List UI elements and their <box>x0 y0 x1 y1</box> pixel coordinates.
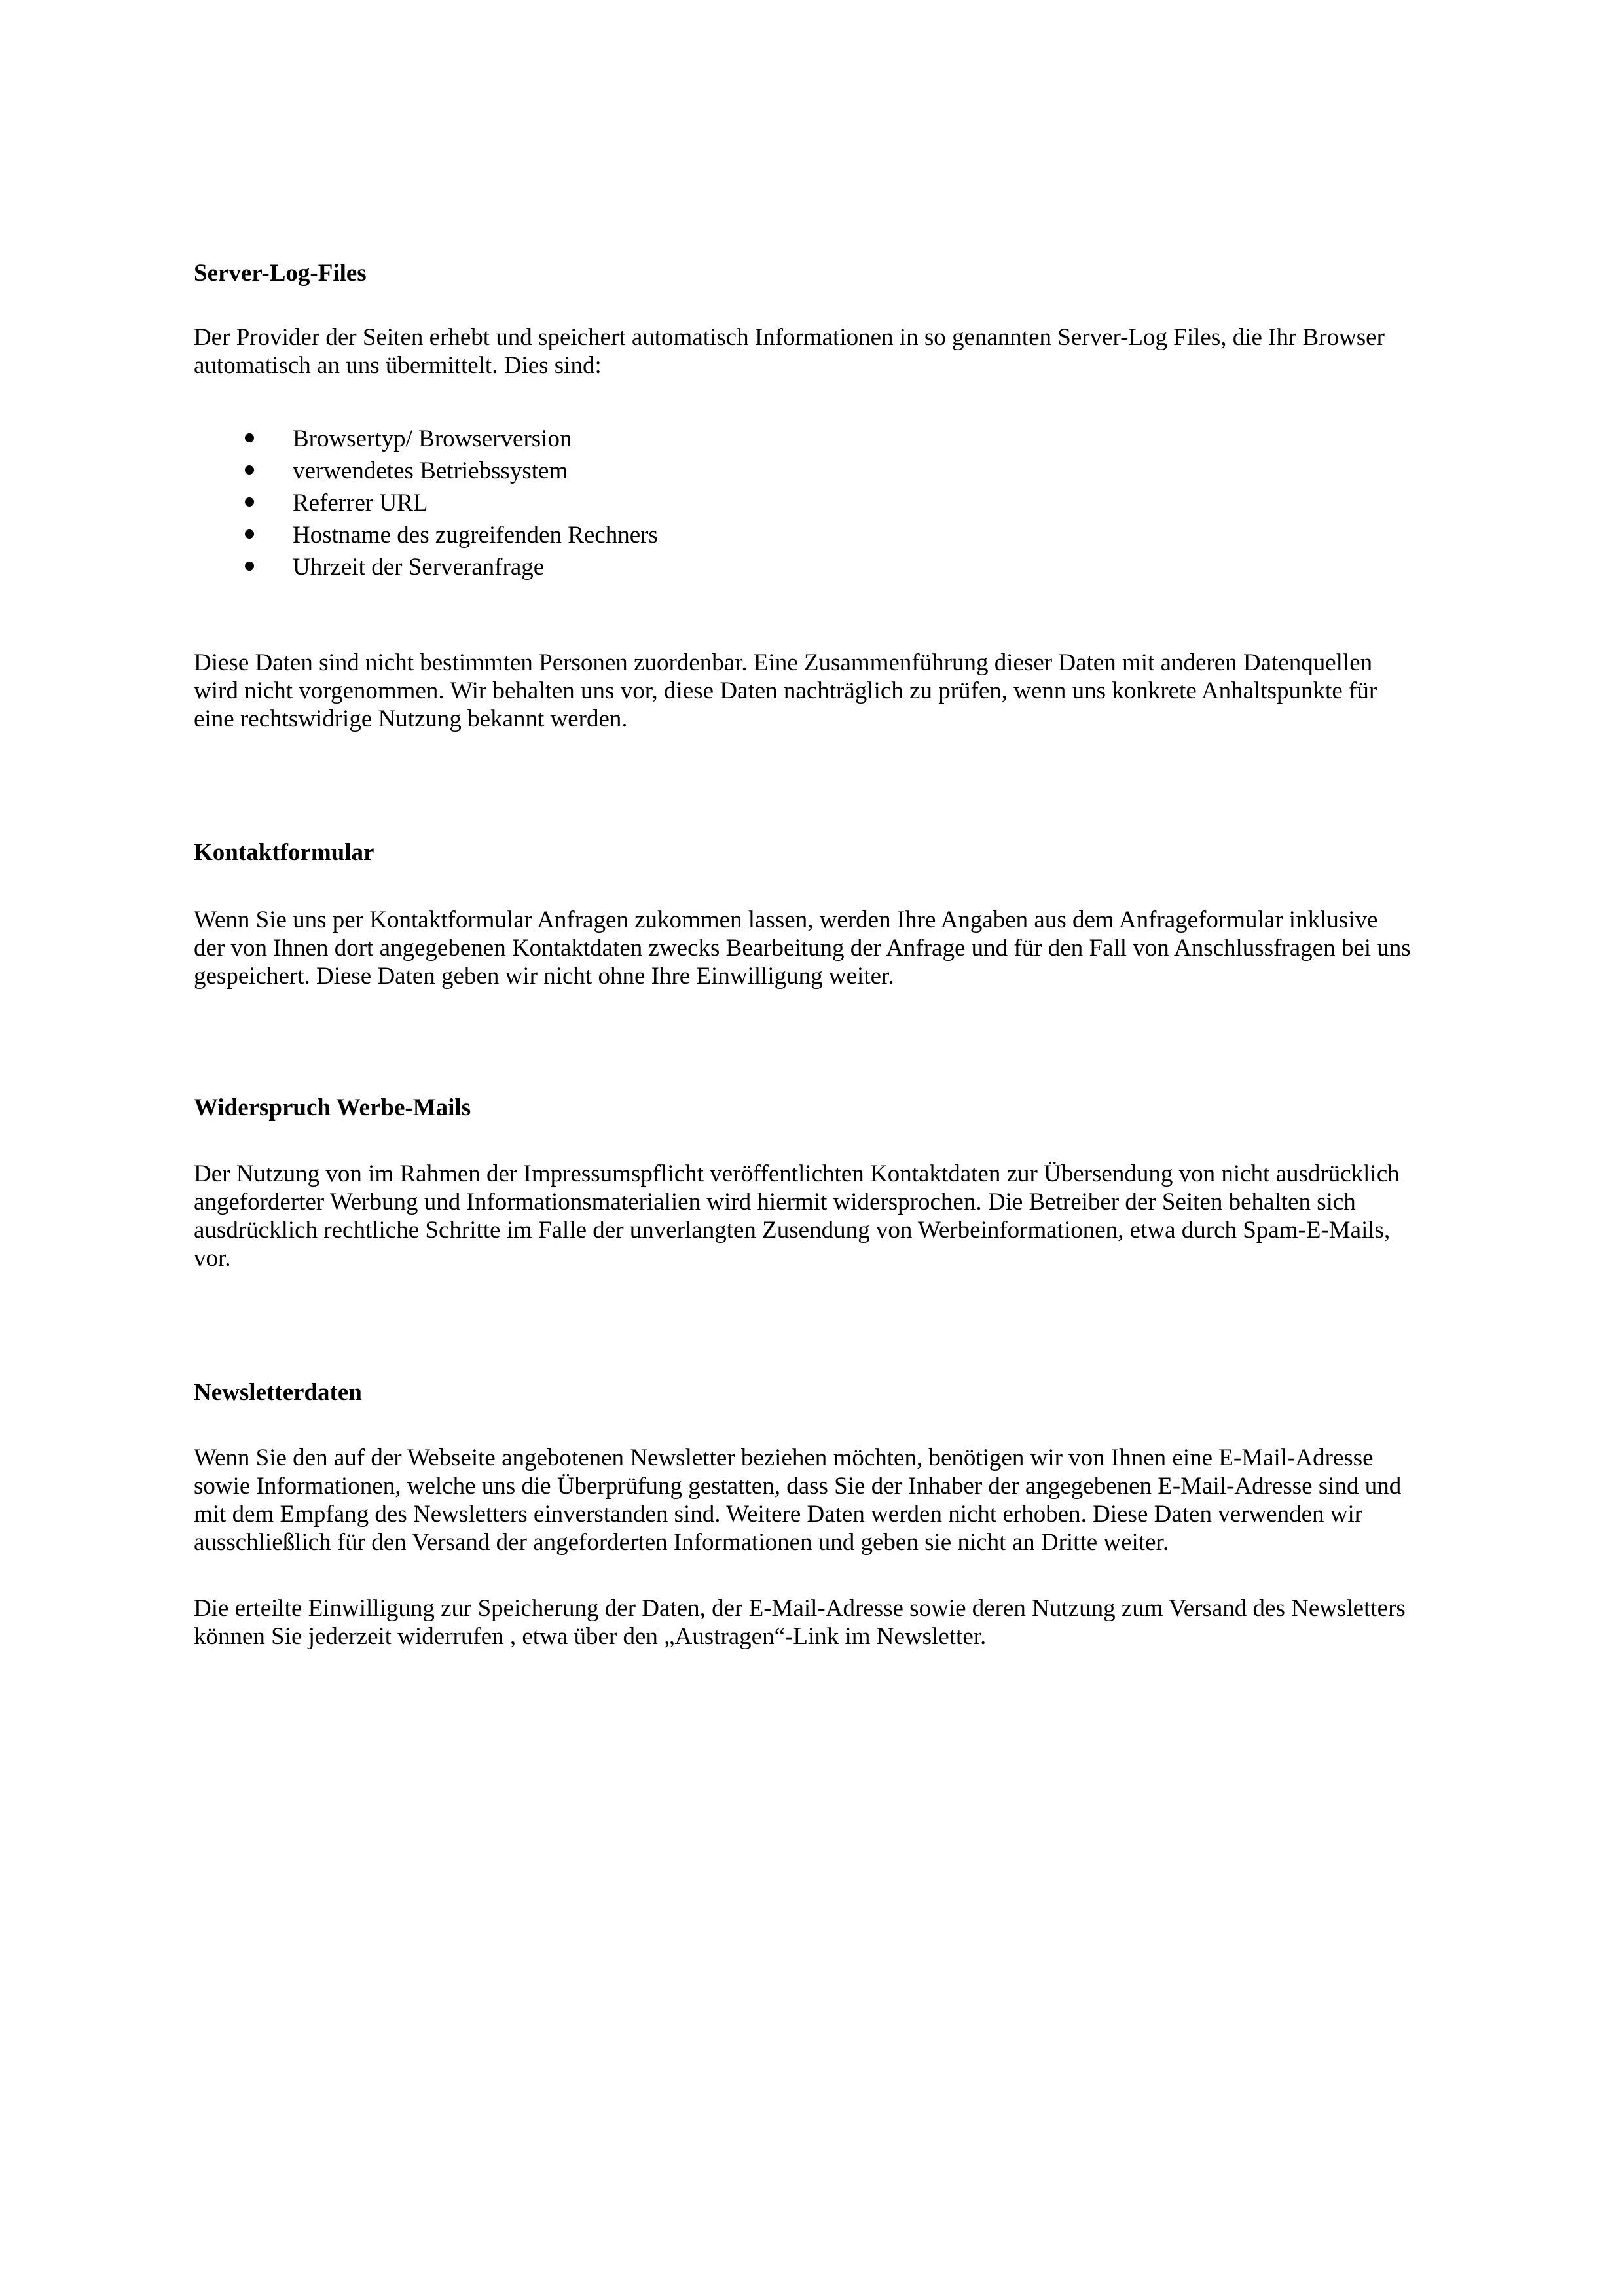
text-line: vor. <box>194 1245 231 1272</box>
text-line: mit dem Empfang des Newsletters einverstanden sind. Weitere Daten werden nicht erhoben. Diese Daten verwenden wir <box>194 1501 1363 1528</box>
section-heading-kontaktformular: Kontaktformular <box>194 839 374 866</box>
list-item <box>194 487 1477 519</box>
list-item <box>194 423 1477 455</box>
text-line: ausdrücklich rechtliche Schritte im Falle der unverlangten Zusendung von Werbeinformationen, etwa durch Spam-E-Mails, <box>194 1217 1391 1244</box>
paragraph-server-log-note <box>194 649 1477 733</box>
text-line: angeforderter Werbung und Informationsmaterialien wird hiermit widersprochen. Die Betreiber der Seiten behalten sich <box>194 1189 1356 1215</box>
text-line: wird nicht vorgenommen. Wir behalten uns vor, diese Daten nachträglich zu prüfen, wenn uns konkrete Anhaltspunkte für <box>194 677 1377 704</box>
text-line: Diese Daten sind nicht bestimmten Personen zuordenbar. Eine Zusammenführung dieser Daten mit anderen Datenquellen <box>194 649 1373 676</box>
list-item <box>194 519 1477 551</box>
bullet-icon <box>245 465 254 475</box>
text-line: Wenn Sie uns per Kontaktformular Anfragen zukommen lassen, werden Ihre Angaben aus dem Anfrageformular inklusive <box>194 906 1378 933</box>
section-heading-widerspruch-werbe-mails: Widerspruch Werbe-Mails <box>194 1094 471 1121</box>
paragraph-server-log-intro <box>194 323 1477 380</box>
list-item-text: Referrer URL <box>293 490 428 516</box>
section-heading-newsletterdaten: Newsletterdaten <box>194 1379 362 1406</box>
list-item <box>194 455 1477 487</box>
list-item-text: Hostname des zugreifenden Rechners <box>293 522 658 548</box>
paragraph-newsletter-data <box>194 1444 1477 1556</box>
text-line: gespeichert. Diese Daten geben wir nicht ohne Ihre Einwilligung weiter. <box>194 963 894 990</box>
bullet-icon <box>245 529 254 539</box>
paragraph-kontaktformular <box>194 906 1477 990</box>
text-line: sowie Informationen, welche uns die Überprüfung gestatten, dass Sie der Inhaber der angegebenen E-Mail-Adresse sind und <box>194 1473 1402 1499</box>
list-item <box>194 551 1477 583</box>
text-line: Wenn Sie den auf der Webseite angebotenen Newsletter beziehen möchten, benötigen wir von Ihnen eine E-Mail-Adresse <box>194 1444 1374 1471</box>
text-line: Der Nutzung von im Rahmen der Impressumspflicht veröffentlichten Kontaktdaten zur Übersendung von nicht ausdrücklich <box>194 1160 1400 1187</box>
list-item-text: Browsertyp/ Browserversion <box>293 425 572 452</box>
bullet-list-log-data <box>194 423 1477 583</box>
text-line: der von Ihnen dort angegebenen Kontaktdaten zwecks Bearbeitung der Anfrage und für den Fall von Anschlussfragen bei uns <box>194 935 1411 961</box>
text-line: automatisch an uns übermittelt. Dies sind: <box>194 352 602 379</box>
bullet-icon <box>245 562 254 571</box>
text-line: Die erteilte Einwilligung zur Speicherung der Daten, der E-Mail-Adresse sowie deren Nutzung zum Versand des Newsletters <box>194 1595 1406 1622</box>
text-line: ausschließlich für den Versand der angeforderten Informationen und geben sie nicht an Dritte weiter. <box>194 1529 1169 1556</box>
text-line: eine rechtswidrige Nutzung bekannt werden. <box>194 706 628 732</box>
bullet-icon <box>245 433 254 442</box>
paragraph-newsletter-consent <box>194 1594 1477 1651</box>
list-item-text: Uhrzeit der Serveranfrage <box>293 554 545 581</box>
paragraph-widerspruch <box>194 1160 1477 1272</box>
text-line: Der Provider der Seiten erhebt und speichert automatisch Informationen in so genannten Server-Log Files, die Ihr Browser <box>194 324 1385 351</box>
text-line: können Sie jederzeit widerrufen , etwa über den „Austragen“-Link im Newsletter. <box>194 1623 987 1650</box>
bullet-icon <box>245 497 254 507</box>
section-heading-server-log-files: Server-Log-Files <box>194 260 367 287</box>
list-item-text: verwendetes Betriebssystem <box>293 457 568 484</box>
